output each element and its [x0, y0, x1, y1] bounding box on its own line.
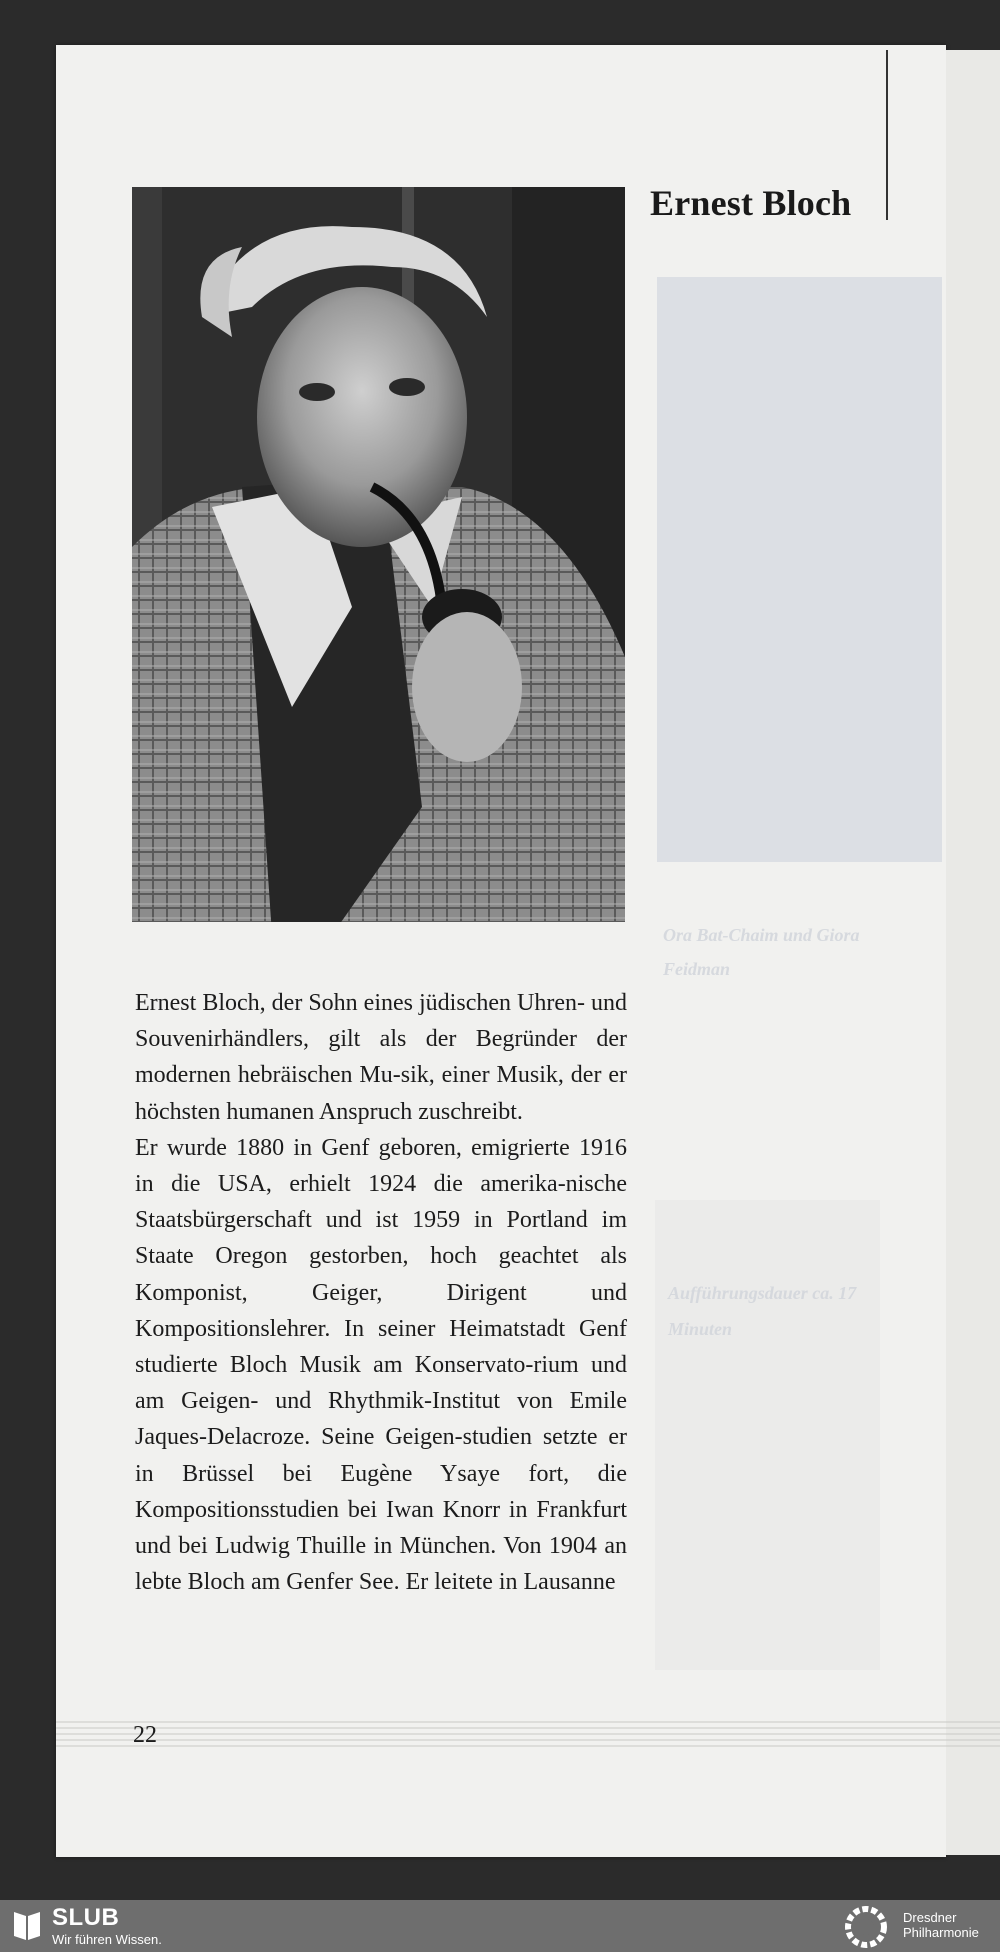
article-body [135, 985, 627, 1600]
portrait-illustration [132, 187, 625, 935]
next-page-edge [946, 50, 1000, 1855]
bleed-through-caption-2: Aufführungsdauer ca. 17 Minuten [668, 1283, 857, 1339]
footer-brand[interactable]: SLUB [52, 1904, 120, 1931]
fold-line [886, 50, 888, 220]
partner-name[interactable] [903, 1910, 979, 1940]
slub-book-icon[interactable] [12, 1908, 42, 1942]
bleed-through-photo [657, 277, 942, 862]
page-title: Ernest Bloch [650, 183, 852, 223]
paragraph: Ernest Bloch, der Sohn eines jüdischen Uhren- und Souvenirhändlers, gilt als der Begründer der modernen hebräischen Mu-sik, einer Musik, der er höchsten humanen Anspruch zuschreibt. [135, 990, 627, 1125]
paragraph: Er wurde 1880 in Genf geboren, emigrierte 1916 in die USA, erhielt 1924 die amerika-nische Staatsbürgerschaft und ist 1959 in Portland im Staate Oregon gestorben, hoch geachtet als Komponist, Geiger, Dirigent und Kompositionslehrer. In seiner Heimatstadt Genf studierte Bloch Musik am Konservato-rium und am Geigen- und Rhythmik-Institut von Emile Jaques-Delacroze. Seine Geigen-studien setzte er in Brüssel bei Eugène Ysaye fort, die Kompositionsstudien bei Iwan Knorr in Frankfurt und bei Ludwig Thuille in München. Von 1904 an lebte Bloch am Genfer See. Er leitete in Lausanne [135, 1134, 627, 1596]
footer-bar [0, 1900, 1000, 1952]
staff-lines [56, 1718, 1000, 1754]
footer-tagline: Wir führen Wissen. [52, 1932, 162, 1947]
bleed-through-box [655, 1200, 880, 1670]
portrait-photo [132, 187, 625, 935]
philharmonie-logo-icon[interactable] [842, 1906, 890, 1948]
page-number: 22 [133, 1722, 157, 1748]
partner-name-line2: Philharmonie [903, 1925, 979, 1940]
bleed-through-caption: Ora Bat-Chaim und Giora Feidman [663, 925, 860, 979]
partner-name-line1: Dresdner [903, 1910, 957, 1925]
